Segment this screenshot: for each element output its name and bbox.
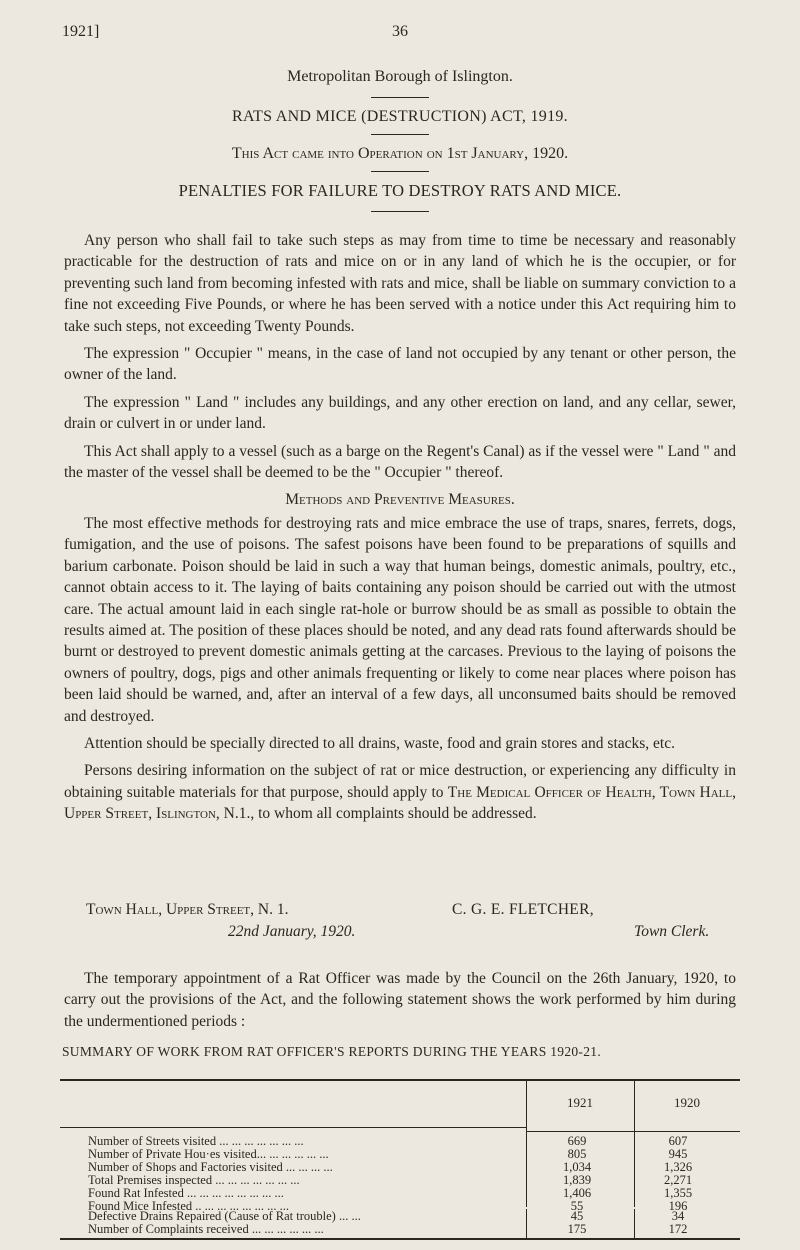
signature-date: 22nd January, 1920.: [228, 923, 356, 940]
column-header-1921: 1921: [567, 1095, 593, 1110]
paragraph-penalty: Any person who shall fail to take such steps as may from time to time be necessary and reasonably practicable for the destruction of rats and mice on or in any land of which he is the occupier, or for preventing such land from becoming infested with rats and mice, shall be liable on summary conviction to a fine not exceeding Five Pounds, or where he has been served with a notice under this Act requiring him to take such steps, not exceeding Twenty Pounds.: [64, 232, 736, 335]
value-1921: 175: [567, 1222, 587, 1236]
value-1921: 45: [570, 1209, 584, 1223]
value-1920: 1,326: [663, 1160, 693, 1174]
table-row: [60, 1134, 740, 1147]
summary-table-continued: [60, 1209, 740, 1240]
row-label: Number of Private Hou·es visited... ... ... ... ... ...: [88, 1147, 329, 1161]
divider: [371, 211, 429, 212]
table-header-rule: [526, 1131, 740, 1132]
paragraph-methods: The most effective methods for destroying rats and mice embrace the use of traps, snares, ferrets, dogs, fumigation, and the use of poisons. The safest poisons have been found to be preparations of squills and barium carbonate. Poison should be laid in such a way that human beings, domestic animals, poultry, etc., cannot obtain access to it. The laying of baits containing any poison should be carried out with the utmost care. The actual amount laid in each single rat-hole or burrow should be as small as possible to obtain the results aimed at. The position of these places should be noted, and any dead rats found afterwards should be burnt or destroyed to prevent domestic animals getting at the carcases. Previous to the laying of poisons the owners of poultry, dogs, pigs and other animals frequenting or likely to come near places where poison has been laid should be warned, and, after an interval of a few days, all unconsumed baits should be removed and destroyed.: [64, 514, 736, 725]
column-header-1920: 1920: [674, 1095, 700, 1110]
table-top-rule: [60, 1079, 740, 1081]
signatory-name: C. G. E. FLETCHER,: [452, 901, 594, 918]
table-row: [60, 1222, 740, 1235]
methods-heading: Methods and Preventive Measures.: [285, 491, 515, 509]
summary-table: [60, 1079, 740, 1213]
table-bottom-rule: [60, 1238, 740, 1240]
value-1921: 669: [567, 1134, 587, 1148]
row-label: Number of Shops and Factories visited ... ... ... ...: [88, 1160, 333, 1174]
value-1920: 172: [668, 1222, 688, 1236]
borough-title: Metropolitan Borough of Islington.: [287, 68, 513, 85]
year-mark: 1921]: [62, 23, 100, 40]
row-label: Number of Streets visited ... ... ... ... ... ... ...: [88, 1134, 304, 1148]
row-label: Defective Drains Repaired (Cause of Rat trouble) ... ...: [88, 1209, 361, 1223]
value-1921: 55: [570, 1199, 584, 1213]
value-1920: 34: [671, 1209, 685, 1223]
paragraph-information: [64, 760, 736, 824]
value-1921: 1,839: [562, 1173, 592, 1187]
row-label: Number of Complaints received ... ... ... ... ... ...: [88, 1222, 324, 1236]
value-1921: 1,034: [562, 1160, 592, 1174]
table-title: SUMMARY OF WORK FROM RAT OFFICER'S REPORTS DURING THE YEARS 1920-21.: [62, 1044, 601, 1059]
signature-address: Town Hall, Upper Street, N. 1.: [86, 901, 289, 918]
divider: [371, 171, 429, 172]
row-label: Found Rat Infested ... ... ... ... ... ... ... ...: [88, 1186, 284, 1200]
rat-officer-text: [64, 968, 736, 1038]
value-1920: 1,355: [663, 1186, 693, 1200]
value-1920: 2,271: [663, 1173, 693, 1187]
row-label: Total Premises inspected ... ... ... ... ... ... ...: [88, 1173, 300, 1187]
table-row: [60, 1209, 740, 1222]
information-text-end: to whom all complaints should be addressed.: [254, 805, 537, 823]
value-1921: 805: [567, 1147, 587, 1161]
paragraph-vessel: This Act shall apply to a vessel (such as a barge on the Regent's Canal) as if the vessel were " Land " and the master of the vessel shall be deemed to be the " Occupier " thereof.: [64, 442, 736, 482]
value-1920: 607: [668, 1134, 688, 1148]
row-label: Found Mice Infested .. ... ... ... ... ... ... ...: [88, 1199, 290, 1213]
divider: [371, 134, 429, 135]
signatory-role: Town Clerk.: [634, 923, 710, 940]
operation-date-line: This Act came into Operation on 1st January, 1920.: [231, 145, 569, 162]
medical-officer-address: The Medical Officer of Health, Town Hall, Upper Street, Islington, N.1.,: [64, 783, 736, 823]
table-row: [60, 1186, 740, 1199]
table-row: [60, 1147, 740, 1160]
information-text: Persons desiring information on the subject of rat or mice destruction, or experiencing any difficulty in obtaining suitable materials for that purpose, should apply to: [64, 762, 736, 801]
table-header-rule: [60, 1127, 526, 1128]
act-body-text: [64, 230, 736, 831]
table-row: [60, 1160, 740, 1173]
value-1921: 1,406: [562, 1186, 592, 1200]
value-1920: 196: [668, 1199, 688, 1213]
paragraph-occupier: The expression " Occupier " means, in the case of land not occupied by any tenant or other person, the owner of the land.: [64, 345, 736, 384]
divider: [371, 97, 429, 98]
penalties-heading: PENALTIES FOR FAILURE TO DESTROY RATS AND MICE.: [178, 181, 622, 200]
act-title: RATS AND MICE (DESTRUCTION) ACT, 1919.: [231, 108, 568, 125]
paragraph-rat-officer: The temporary appointment of a Rat Officer was made by the Council on the 26th January, 1920, to carry out the provisions of the Act, and the following statement shows the work performed by him during the undermentioned periods :: [64, 970, 736, 1030]
page-number: 36: [392, 23, 408, 40]
value-1920: 945: [668, 1147, 688, 1161]
table-row: [60, 1173, 740, 1186]
paragraph-land: The expression " Land " includes any buildings, and any other erection on land, and any cellar, sewer, drain or culvert in or under land.: [64, 393, 736, 433]
paragraph-drains: Attention should be specially directed to all drains, waste, food and grain stores and stacks, etc.: [84, 734, 675, 752]
